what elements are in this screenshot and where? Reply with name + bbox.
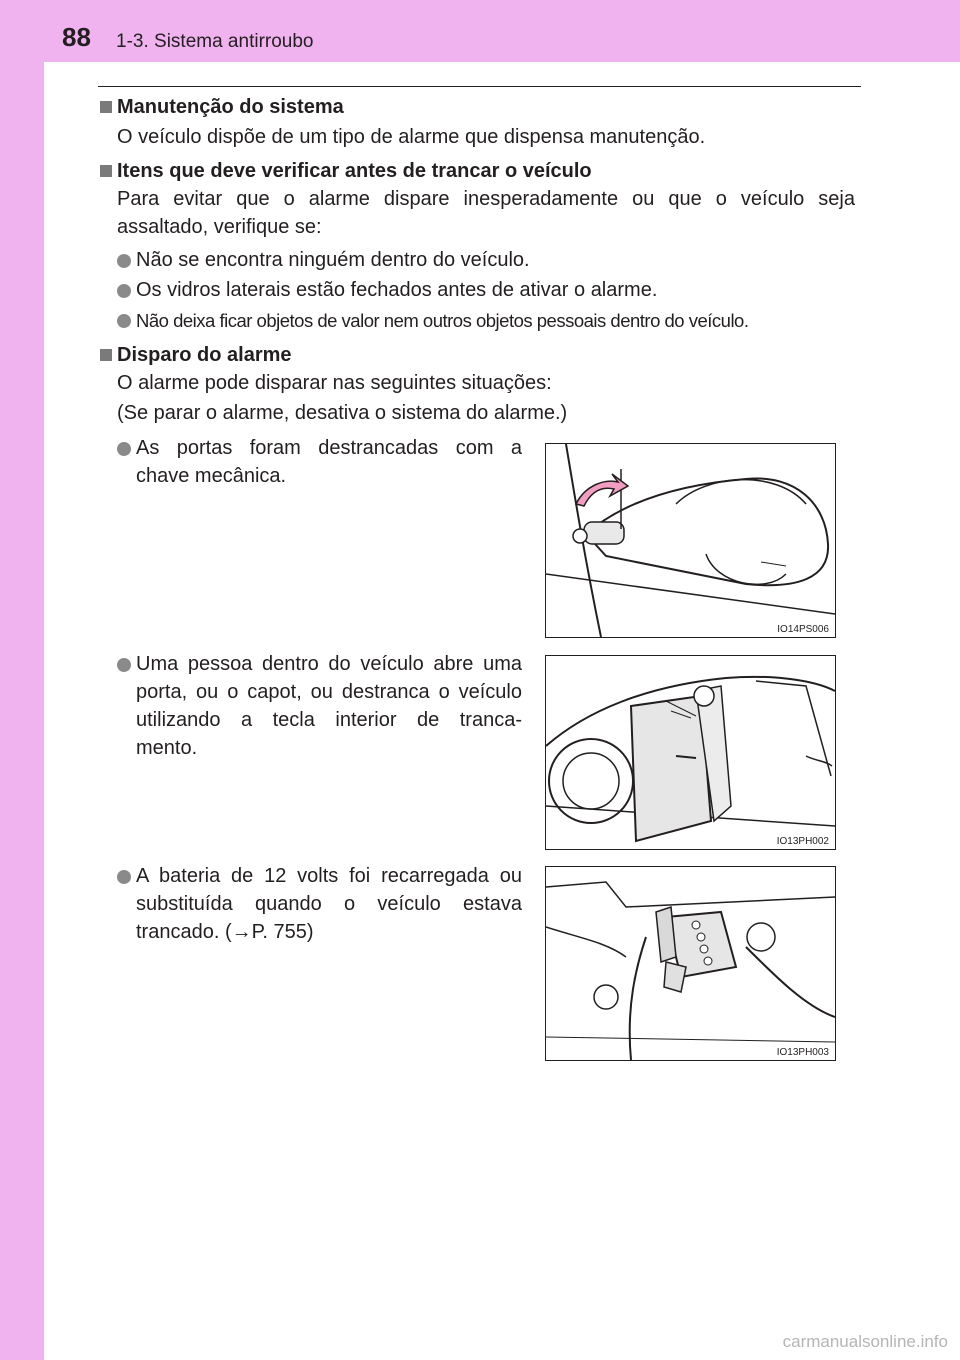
trigger-item-2-line-3: utilizando a tecla interior de tranca- (136, 709, 522, 731)
check-bullet-3: Não deixa ficar objetos de valor nem outros objetos pessoais dentro do veículo. (136, 310, 749, 331)
trigger-item-1-line-1: As portas foram destrancadas com a (136, 437, 522, 459)
trigger-item-3-line-1: A bateria de 12 volts foi recarregada ou (136, 865, 522, 887)
person-opening-door-illustration (546, 656, 835, 849)
trigger-item-3-line-3: trancado. (→P. 755) (136, 921, 314, 943)
bullet-dot-icon (117, 284, 131, 298)
figure-code: IO14PS006 (777, 624, 829, 635)
section-square-icon (100, 349, 112, 361)
bullet-dot-icon (117, 442, 131, 456)
bullet-dot-icon (117, 870, 131, 884)
check-bullet-1: Não se encontra ninguém dentro do veículo. (136, 249, 530, 271)
chapter-title: 1-3. Sistema antirroubo (116, 31, 314, 52)
section-heading-maintenance: Manutenção do sistema (117, 96, 344, 118)
page-number: 88 (62, 22, 91, 52)
figure-door-key (545, 443, 836, 638)
check-body-line-1: Para evitar que o alarme dispare inesperadamente ou que o veículo seja (117, 188, 855, 210)
trigger-body-line-2: (Se parar o alarme, desativa o sistema do alarme.) (117, 402, 568, 424)
section-square-icon (100, 165, 112, 177)
bullet-dot-icon (117, 314, 131, 328)
check-body-line-2: assaltado, verifique se: (117, 216, 322, 238)
trigger-body-line-1: O alarme pode disparar nas seguintes situações: (117, 372, 552, 394)
figure-code: IO13PH003 (776, 1047, 829, 1058)
battery-replacement-illustration (546, 867, 835, 1060)
side-tab-strip (0, 0, 44, 1360)
maintenance-body: O veículo dispõe de um tipo de alarme que dispensa manutenção. (117, 126, 706, 148)
check-bullet-2: Os vidros laterais estão fechados antes de ativar o alarme. (136, 279, 658, 301)
figure-battery (545, 866, 836, 1061)
figure-code: IO13PH002 (776, 836, 829, 847)
trigger-item-2-line-2: porta, ou o capot, ou destranca o veículo (136, 681, 522, 703)
trigger-item-3-line-2: substituída quando o veículo estava (136, 893, 522, 915)
door-handle-key-illustration (546, 444, 835, 637)
trigger-item-1-line-2: chave mecânica. (136, 465, 287, 487)
trigger-item-2-line-4: mento. (136, 737, 198, 759)
figure-person-door (545, 655, 836, 850)
header-rule (98, 86, 861, 87)
section-square-icon (100, 101, 112, 113)
section-heading-trigger: Disparo do alarme (117, 344, 292, 366)
bullet-dot-icon (117, 254, 131, 268)
bullet-dot-icon (117, 658, 131, 672)
trigger-item-2-line-1: Uma pessoa dentro do veículo abre uma (136, 653, 522, 675)
watermark: carmanualsonline.info (782, 1332, 948, 1351)
section-heading-check: Itens que deve verificar antes de trancar o veículo (117, 160, 592, 182)
